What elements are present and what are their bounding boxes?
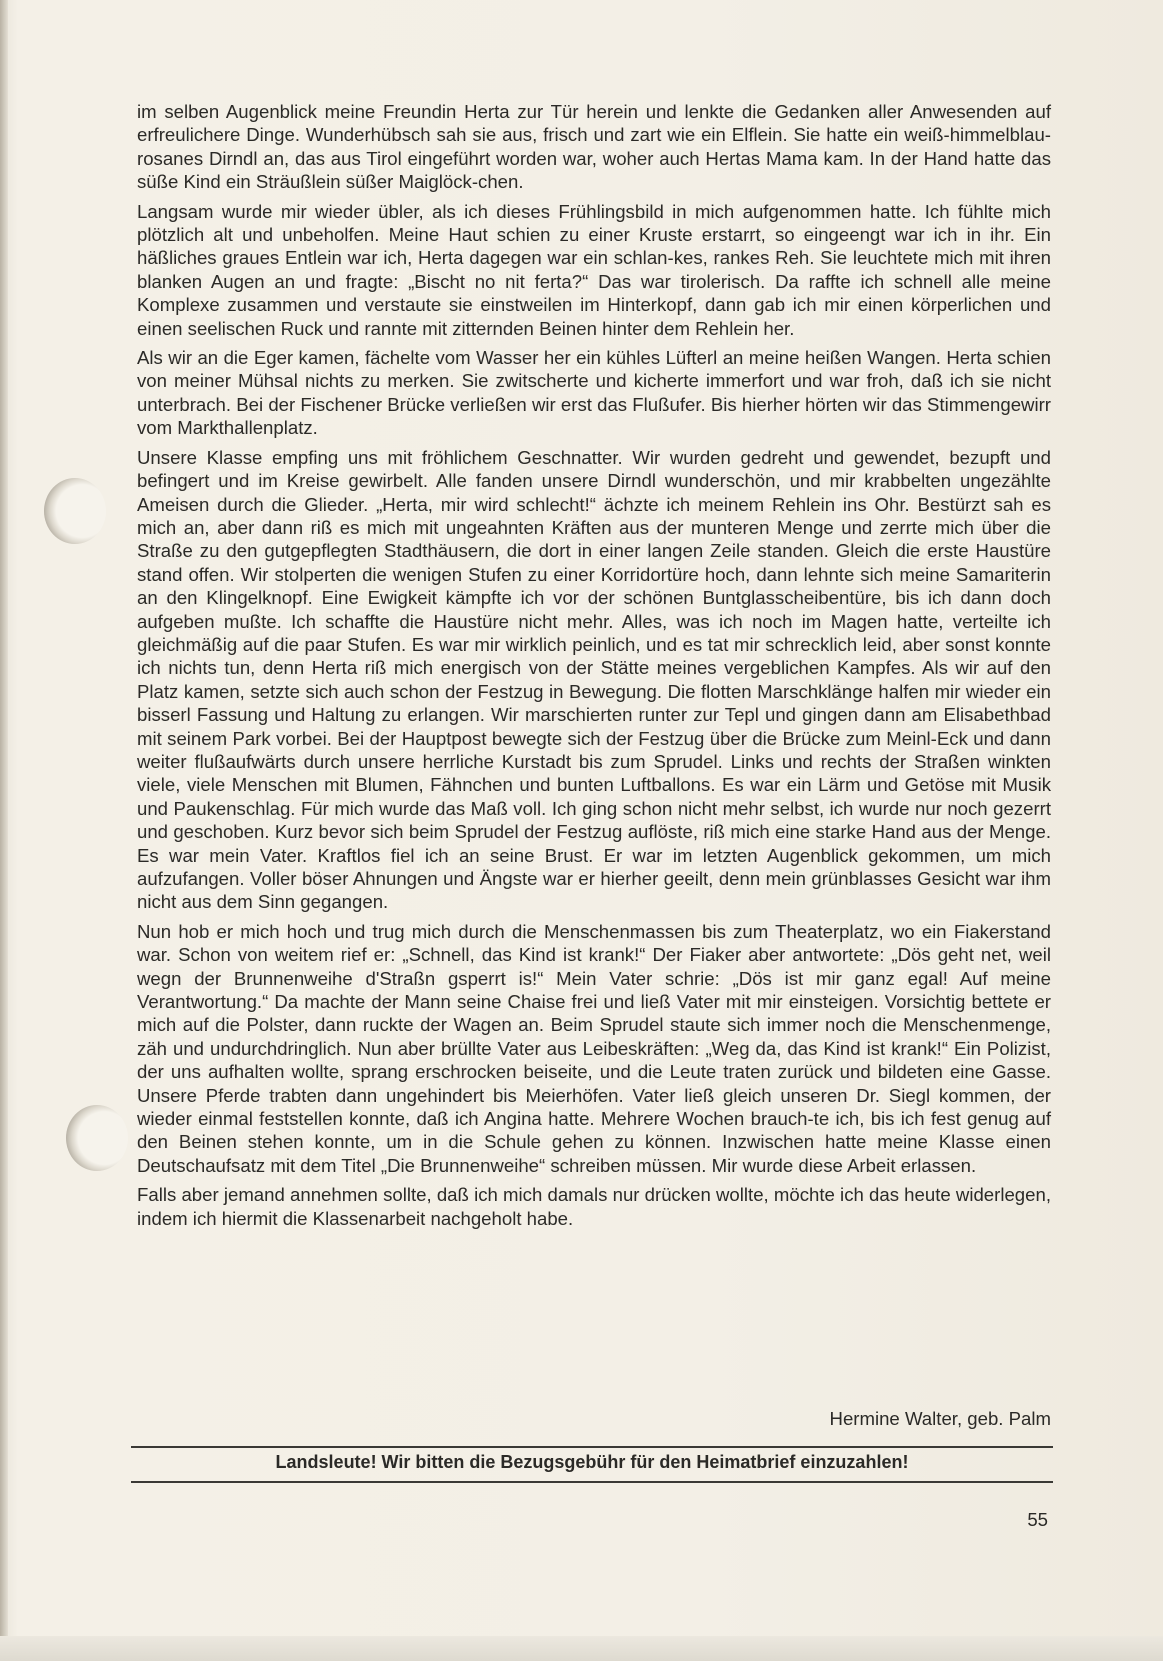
paragraph: Als wir an die Eger kamen, fächelte vom Wasser her ein kühles Lüfterl an meine heißen Wangen. Herta schien von meiner Mühsal nichts zu merken. Sie zwitscherte und kicherte immerfort und war froh, daß ich sie nicht unterbrach. Bei der Fischener Brücke verließen wir erst das Flußufer. Bis hierher hörten wir das Stimmengewirr vom Markthallenplatz. xyxy=(137,347,1051,439)
punch-hole xyxy=(66,1105,128,1171)
article-body xyxy=(137,100,1051,1236)
page-bottom-edge xyxy=(0,1636,1163,1661)
paragraph: im selben Augenblick meine Freundin Herta zur Tür herein und lenkte die Gedanken aller Anwesenden auf erfreulichere Dinge. Wunderhübsch sah sie aus, frisch und zart wie ein Elflein. Sie hatte ein weiß-himmelblau-rosanes Dirndl an, das aus Tirol eingeführt worden war, woher auch Hertas Mama kam. In der Hand hatte das süße Kind ein Sträußlein süßer Maiglöck-chen. xyxy=(137,101,1051,193)
paragraph: Nun hob er mich hoch und trug mich durch die Menschenmassen bis zum Theaterplatz, wo ein Fiakerstand war. Schon von weitem rief er: „Schnell, das Kind ist krank!“ Der Fiaker aber antwortete: „Dös geht net, weil wegn der Brunnenweihe d'Straßn gsperrt is!“ Mein Vater schrie: „Dös ist mir ganz egal! Auf meine Verantwortung.“ Da machte der Mann seine Chaise frei und ließ Vater mit mir einsteigen. Vorsichtig bettete er mich auf die Polster, dann ruckte der Wagen an. Beim Sprudel staute sich immer noch die Menschenmenge, zäh und undurchdringlich. Nun aber brüllte Vater aus Leibeskräften: „Weg da, das Kind ist krank!“ Ein Polizist, der uns aufhalten wollte, sprang erschrocken beiseite, und die Leute traten zurück und bildeten eine Gasse. Unsere Pferde trabten dann ungehindert bis Meierhöfen. Vater ließ gleich unseren Dr. Siegl kommen, der wieder einmal feststellen konnte, daß ich Angina hatte. Mehrere Wochen brauch-te ich, bis ich fest genug auf den Beinen stehen konnte, um in die Schule gehen zu können. Inzwischen hatte meine Klasse einen Deutschaufsatz mit dem Titel „Die Brunnenweihe“ schreiben müssen. Mir wurde diese Arbeit erlassen. xyxy=(137,920,1051,1176)
punch-hole xyxy=(44,478,106,544)
page-number: 55 xyxy=(1027,1509,1048,1530)
author-signature: Hermine Walter, geb. Palm xyxy=(829,1408,1051,1429)
paragraph: Falls aber jemand annehmen sollte, daß ich mich damals nur drücken wollte, möchte ich das heute widerlegen, indem ich hiermit die Klassenarbeit nachgeholt habe. xyxy=(137,1184,1051,1229)
paragraph: Unsere Klasse empfing uns mit fröhlichem Geschnatter. Wir wurden gedreht und gewendet, bezupft und befingert und im Kreise gewirbelt. Alle fanden unsere Dirndl wunderschön, und mir krabbelten ungezählte Ameisen durch die Glieder. „Herta, mir wird schlecht!“ ächzte ich meinem Rehlein ins Ohr. Bestürzt sah es mich an, aber dann riß es mich mit ungeahnten Kräften aus der munteren Menge und zerrte mich über die Straße zu den gutgepflegten Stadthäusern, die dort in einer langen Zeile standen. Gleich die erste Haustüre stand offen. Wir stolperten die wenigen Stufen zu einer Korridortüre hoch, dann lehnte sich meine Samariterin an den Klingelknopf. Eine Ewigkeit kämpfte ich vor der schönen Buntglasscheibentüre, bis ich dann doch aufgeben mußte. Ich schaffte die Haustüre nicht mehr. Alles, was ich noch im Magen hatte, verteilte ich gleichmäßig auf die paar Stufen. Es war mir wirklich peinlich, und es tat mir schrecklich leid, aber sonst konnte ich nichts tun, denn Herta riß mich energisch von der Stätte meines vergeblichen Kampfes. Als wir auf den Platz kamen, setzte sich auch schon der Festzug in Bewegung. Die flotten Marschklänge halfen mir wieder ein bisserl Fassung und Haltung zu erlangen. Wir marschierten runter zur Tepl und gingen dann am Elisabethbad mit seinem Park vorbei. Bei der Hauptpost bewegte sich der Festzug über die Brücke zum Meinl-Eck und dann weiter flußaufwärts durch unsere herrliche Kurstadt bis zum Sprudel. Links und rechts der Straßen winkten viele, viele Menschen mit Blumen, Fähnchen und bunten Luftballons. Es war ein Lärm und Getöse mit Musik und Paukenschlag. Für mich wurde das Maß voll. Ich ging schon nicht mehr selbst, ich wurde nur noch gezerrt und geschoben. Kurz bevor sich beim Sprudel der Festzug auflöste, riß mich eine starke Hand aus der Menge. Es war mein Vater. Kraftlos fiel ich an seine Brust. Er war im letzten Augenblick gekommen, um mich aufzufangen. Voller böser Ahnungen und Ängste war er hierher geeilt, denn mein grünblasses Gesicht war ihm nicht aus dem Sinn gegangen. xyxy=(137,446,1051,913)
divider-bottom xyxy=(131,1481,1053,1483)
binding-edge xyxy=(0,0,8,1661)
divider-top xyxy=(131,1446,1053,1448)
subscription-notice: Landsleute! Wir bitten die Bezugsgebühr für den Heimatbrief einzuzahlen! xyxy=(275,1452,909,1472)
paragraph: Langsam wurde mir wieder übler, als ich dieses Frühlingsbild in mich aufgenommen hatte. Ich fühlte mich plötzlich alt und unbeholfen. Meine Haut schien zu einer Kruste erstarrt, so eingeengt war ich in ihr. Ein häßliches graues Entlein war ich, Herta dagegen war ein schlan-kes, rankes Reh. Sie leuchtete mich mit ihren blanken Augen an und fragte: „Bischt no nit ferta?“ Das war tirolerisch. Da raffte ich schnell alle meine Komplexe zusammen und verstaute sie einstweilen im Hinterkopf, dann gab ich mir einen körperlichen und einen seelischen Ruck und rannte mit zitternden Beinen hinter dem Rehlein her. xyxy=(137,200,1051,339)
